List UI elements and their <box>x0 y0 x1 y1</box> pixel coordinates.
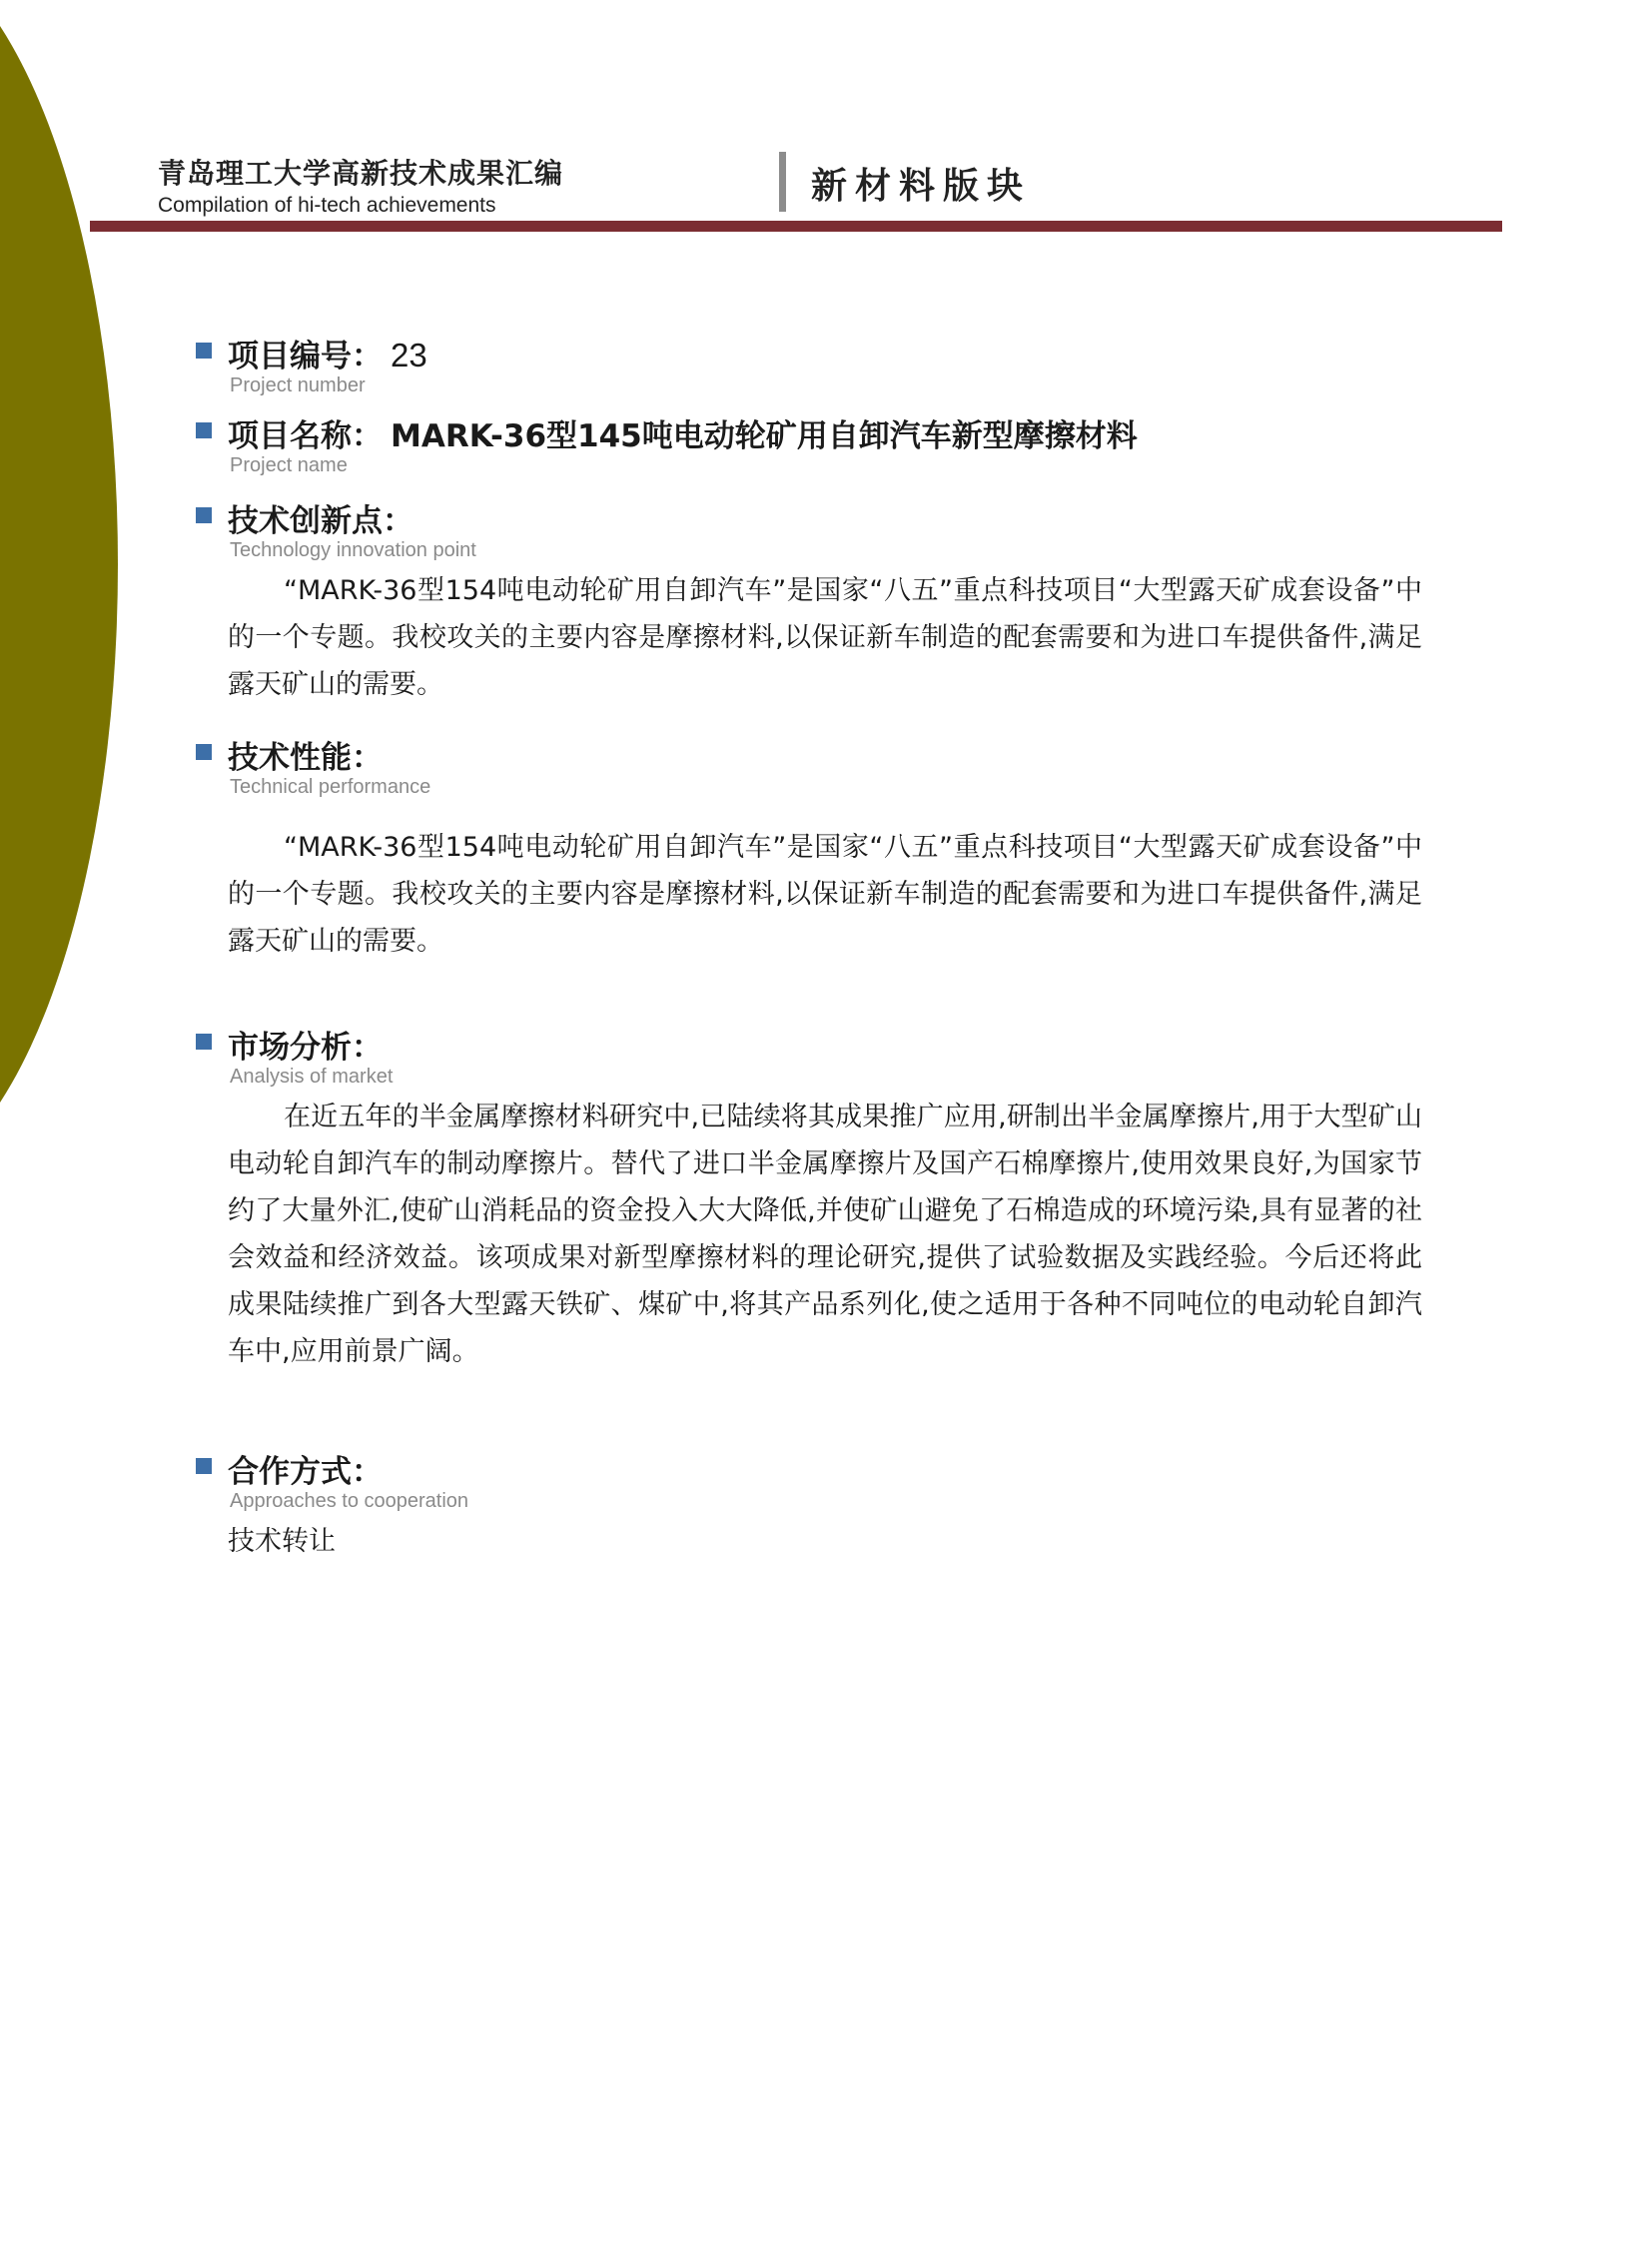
square-bullet-icon <box>196 343 212 359</box>
innovation-body: “MARK-36型154吨电动轮矿用自卸汽车”是国家“八五”重点科技项目“大型露天矿成套设备”中的一个专题。我校攻关的主要内容是摩擦材料,以保证新车制造的配套需要和为进口车提供备件,满足露天矿山的需要。 <box>228 575 1422 700</box>
cooperation-en: Approaches to cooperation <box>230 1490 469 1512</box>
header-bar <box>90 221 1502 232</box>
decorative-olive-ellipse <box>0 0 118 1188</box>
cooperation-label: 合作方式： <box>228 1454 383 1490</box>
square-bullet-icon <box>196 744 212 760</box>
project-number-en: Project number <box>230 374 366 396</box>
header-title-cn: 青岛理工大学高新技术成果汇编 <box>158 157 564 190</box>
cooperation-body: 技术转让 <box>228 1526 336 1557</box>
section-cooperation <box>196 1446 1422 1565</box>
project-name-label <box>228 410 1138 455</box>
square-bullet-icon <box>196 507 212 523</box>
market-body: 在近五年的半金属摩擦材料研究中,已陆续将其成果推广应用,研制出半金属摩擦片,用于大型矿山电动轮自卸汽车的制动摩擦片。替代了进口半金属摩擦片及国产石棉摩擦片,使用效果良好,为国家节约了大量外汇,使矿山消耗品的资金投入大大降低,并使矿山避免了石棉造成的环境污染,具有显著的社会效益和经济效益。该项成果对新型摩擦材料的理论研究,提供了试验数据及实践经验。今后还将此成果陆续推广到各大型露天铁矿、煤矿中,将其产品系列化,使之适用于各种不同吨位的电动轮自卸汽车中,应用前景广阔。 <box>228 1102 1422 1367</box>
performance-body: “MARK-36型154吨电动轮矿用自卸汽车”是国家“八五”重点科技项目“大型露天矿成套设备”中的一个专题。我校攻关的主要内容是摩擦材料,以保证新车制造的配套需要和为进口车提供备件,满足露天矿山的需要。 <box>228 832 1422 957</box>
project-number-value: 23 <box>391 337 427 374</box>
innovation-en: Technology innovation point <box>230 539 476 561</box>
performance-en: Technical performance <box>230 776 431 798</box>
section-project-name <box>196 410 1138 482</box>
section-project-number <box>196 331 427 402</box>
square-bullet-icon <box>196 1458 212 1474</box>
square-bullet-icon <box>196 422 212 438</box>
section-performance <box>196 732 1422 965</box>
project-name-value: MARK-36型145吨电动轮矿用自卸汽车新型摩擦材料 <box>391 418 1138 454</box>
section-innovation <box>196 495 1422 708</box>
header-divider <box>779 152 786 212</box>
header-section-label: 新材料版块 <box>811 165 1032 207</box>
section-market <box>196 1022 1422 1375</box>
project-name-label-text: 项目名称： <box>228 418 383 454</box>
project-name-en: Project name <box>230 454 348 476</box>
project-number-label-text: 项目编号： <box>228 339 383 374</box>
square-bullet-icon <box>196 1034 212 1050</box>
market-label: 市场分析： <box>228 1030 383 1066</box>
performance-label: 技术性能： <box>228 740 383 776</box>
innovation-label: 技术创新点： <box>228 503 413 539</box>
market-en: Analysis of market <box>230 1066 394 1088</box>
header-title-en: Compilation of hi-tech achievements <box>158 194 496 217</box>
project-number-label <box>228 331 427 375</box>
